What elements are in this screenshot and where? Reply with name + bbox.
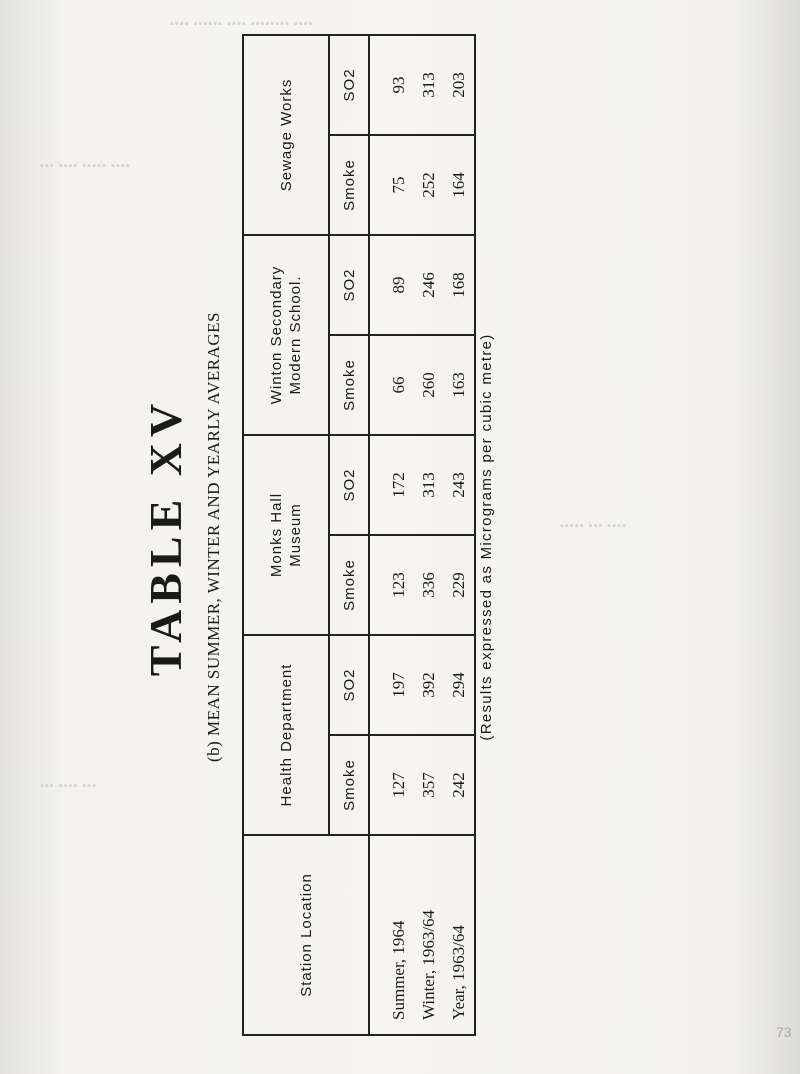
so2-values-monks-hall: [369, 435, 475, 535]
table-cell: 172: [389, 472, 408, 498]
table-cell: 357: [419, 772, 438, 798]
page-number: 73: [776, 1024, 792, 1040]
table-cell: 313: [419, 472, 438, 498]
smoke-header: Smoke: [329, 735, 369, 835]
bleed-through-text: ▪▪▪ ▪▪▪▪ ▪▪▪: [40, 780, 98, 792]
table-cell: 252: [419, 172, 438, 198]
period-label: Summer, 1964: [389, 920, 408, 1020]
smoke-header: Smoke: [329, 135, 369, 235]
rotated-table-block: [140, 32, 660, 1042]
table-cell: 66: [389, 376, 408, 394]
station-header-row: [243, 35, 329, 1035]
table-cell: 93: [389, 76, 408, 94]
table-cell: 197: [389, 672, 408, 698]
averages-table: [242, 34, 476, 1036]
table-cell: 168: [449, 272, 468, 298]
table-cell: 123: [389, 572, 408, 598]
station-name: Monks Hall: [268, 492, 285, 578]
table-cell: 163: [449, 372, 468, 398]
table-cell: 89: [389, 276, 408, 294]
table-cell: 242: [449, 772, 468, 798]
station-location-header: Station Location: [243, 835, 369, 1035]
station-header-monks-hall: [243, 435, 329, 635]
station-name-line2: Modern School.: [287, 275, 304, 395]
station-name-line2: Museum: [287, 503, 304, 567]
table-title: TABLE XV: [140, 397, 191, 677]
table-cell: 229: [449, 572, 468, 598]
table-cell: 392: [419, 672, 438, 698]
smoke-values-health-department: [369, 735, 475, 835]
smoke-header: Smoke: [329, 535, 369, 635]
bleed-through-text: ▪▪▪ ▪▪▪▪ ▪▪▪▪▪ ▪▪▪▪: [40, 160, 131, 172]
so2-header: SO2: [329, 235, 369, 335]
station-header-health-department: [243, 635, 329, 835]
so2-header: SO2: [329, 635, 369, 735]
table-cell: 243: [449, 472, 468, 498]
so2-header: SO2: [329, 435, 369, 535]
period-labels-cell: [369, 835, 475, 1035]
station-name: Health Department: [277, 663, 295, 807]
table-subtitle: (b) MEAN SUMMER, WINTER AND YEARLY AVERAGES: [204, 312, 223, 763]
bleed-through-text: ▪▪▪▪▪ ▪▪▪ ▪▪▪▪: [560, 520, 627, 532]
table-cell: 294: [449, 672, 468, 698]
station-header-sewage-works: [243, 35, 329, 235]
so2-values-sewage-works: [369, 35, 475, 135]
period-label: Year, 1963/64: [449, 925, 468, 1020]
so2-values-health-department: [369, 635, 475, 735]
station-header-winton-school: [243, 235, 329, 435]
table-body-row: [369, 35, 475, 1035]
station-name: Winton Secondary: [268, 265, 285, 405]
table-cell: 164: [449, 172, 468, 198]
table-cell: 336: [419, 572, 438, 598]
table-cell: 203: [449, 72, 468, 98]
smoke-values-monks-hall: [369, 535, 475, 635]
table-cell: 246: [419, 272, 438, 298]
smoke-header: Smoke: [329, 335, 369, 435]
smoke-values-winton-school: [369, 335, 475, 435]
station-name: Sewage Works: [277, 78, 295, 192]
smoke-values-sewage-works: [369, 135, 475, 235]
period-label: Winter, 1963/64: [419, 909, 438, 1020]
so2-header: SO2: [329, 35, 369, 135]
table-cell: 127: [389, 772, 408, 798]
units-caption: (Results expressed as Micrograms per cubic metre): [478, 333, 495, 741]
bleed-through-text: ▪▪▪▪ ▪▪▪▪▪▪ ▪▪▪▪ ▪▪▪▪▪▪▪▪ ▪▪▪▪: [170, 18, 314, 30]
table-cell: 260: [419, 372, 438, 398]
so2-values-winton-school: [369, 235, 475, 335]
table-cell: 313: [419, 72, 438, 98]
table-cell: 75: [389, 176, 408, 194]
